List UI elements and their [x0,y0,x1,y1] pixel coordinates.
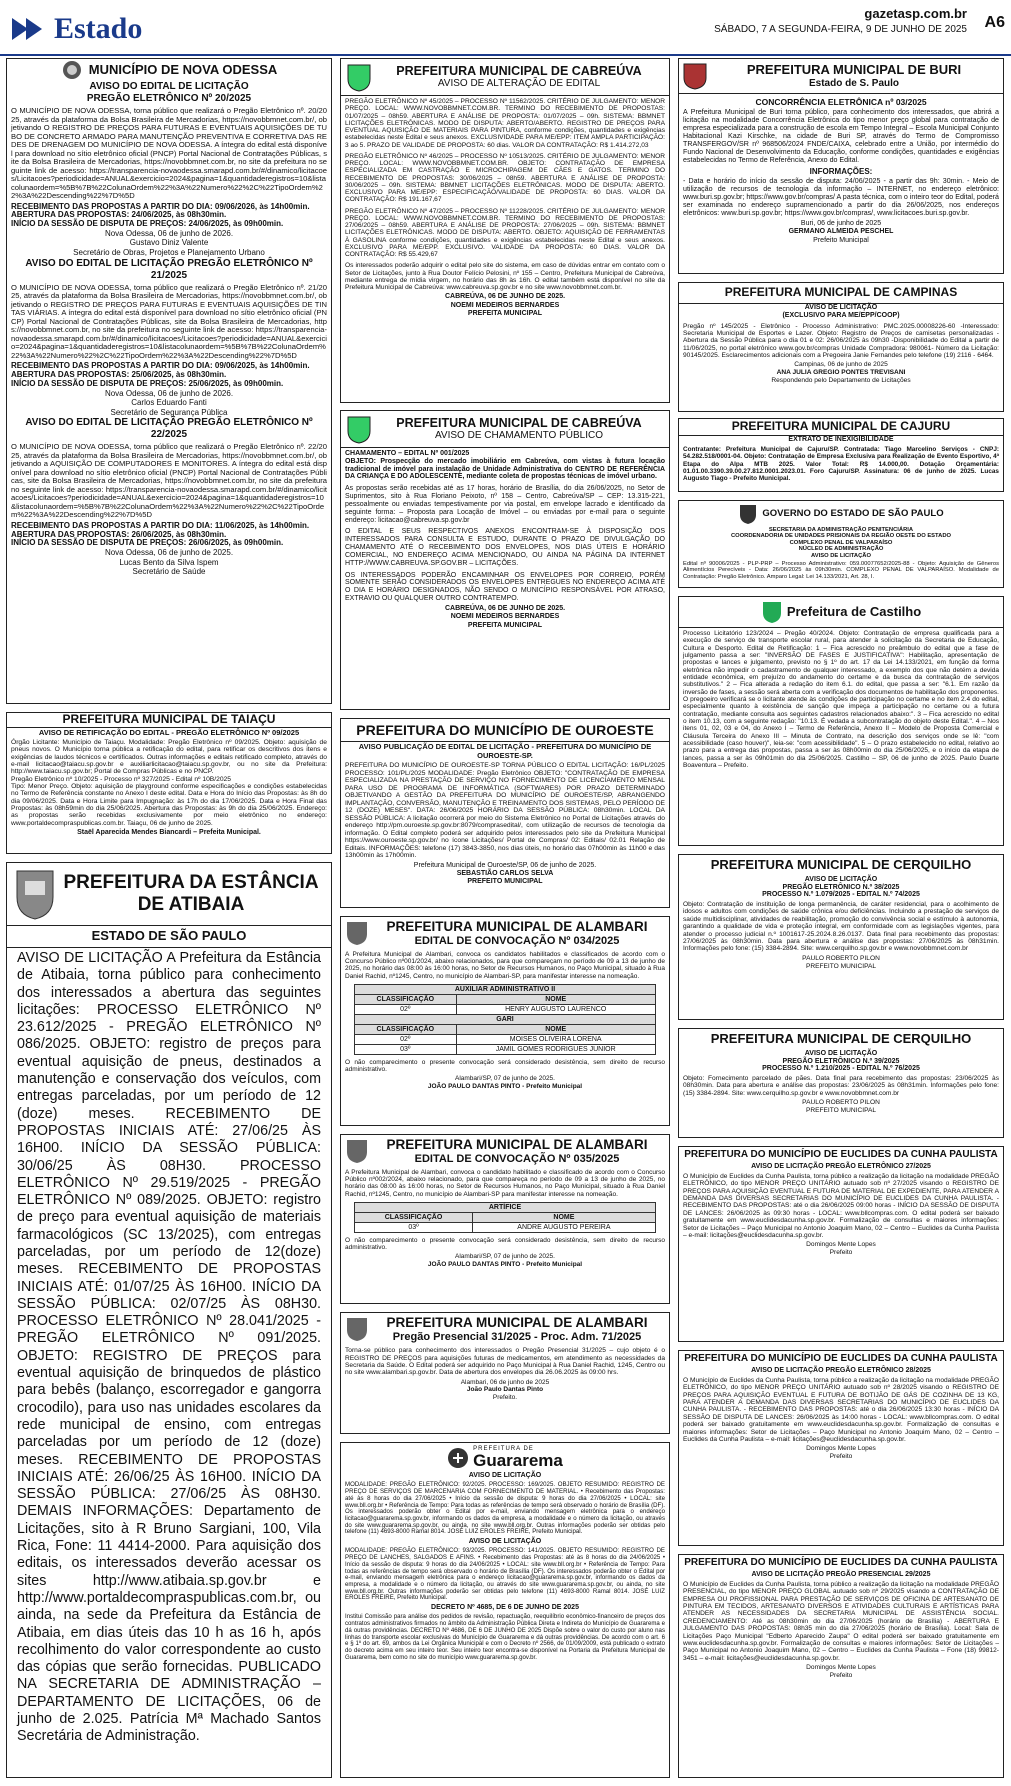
cerquilho-39-ad [678,1028,1004,1138]
alambari-col-class-2: CLASSIFICAÇÃO [355,1024,456,1034]
taiacu-ad [6,712,332,854]
city-crest-icon [682,62,708,90]
alambari2-table [354,1202,656,1233]
ouroeste-place: Prefeitura Municipal de Ouroeste/SP, 06 de junho de 2025. [413,861,597,869]
euclides-role: Prefeito [829,1249,853,1257]
alambari2-col-class: CLASSIFICAÇÃO [355,1212,473,1222]
city-crest-icon [345,1138,369,1164]
cell-class: 03º [355,1222,473,1232]
cell-class: 03º [355,1044,456,1054]
table-row [355,1004,656,1014]
section-brand [10,14,142,44]
city-crest-icon [345,920,369,946]
cerquilho2-role: PREFEITO MUNICIPAL [805,1107,877,1115]
nova-odessa-a1-prop: RECEBIMENTO DAS PROPOSTAS A PARTIR DO DIA: 09/06/2026, às 14h00min. [11,201,310,211]
castilho-header [679,597,1003,628]
section-title: Estado [54,12,143,45]
governo-lines: SECRETARIA DA ADMINISTRAÇÃO PENITENCIÁRIA COORDENADORIA DE UNIDADES PRISIONAIS DA REGIÃO OESTE DO ESTADO COMPLEXO PENAL DE VALPARAÍSO NÚCLEO DE ADMINISTRAÇÃO AVISO DE LICITAÇÃO [730,527,952,559]
alambari3-role: Prefeito. [492,1394,518,1402]
issue-date: SÁBADO, 7 A SEGUNDA-FEIRA, 9 DE JUNHO DE 2025 [714,24,967,35]
guararema-h1: AVISO DE LICITAÇÃO [468,1472,542,1479]
ouroeste-sign: SEBASTIÃO CARLOS SELVA [456,869,554,877]
nova-odessa-a2-role: Secretário de Segurança Pública [110,407,228,417]
ouroeste-role: PREFEITO MUNICIPAL [467,878,543,886]
atibaia-title: PREFEITURA DA ESTÂNCIA DE ATIBAIA [63,872,319,915]
cabreuva-place: CABREÚVA, 06 DE JUNHO DE 2025. [444,293,566,301]
governo-sp-ad [678,500,1004,588]
nova-odessa-title: MUNICÍPIO DE NOVA ODESSA [88,61,278,77]
guararema-logo-text: Guararema [473,1451,563,1470]
cabreuva2-place: CABREÚVA, 06 DE JUNHO DE 2025. [444,604,566,612]
cell-name: JAMIL GOMES RODRIGUES JUNIOR [456,1044,655,1054]
guararema-h3: DECRETO Nº 4685, DE 6 DE JUNHO DE 2025 [431,1604,579,1612]
campinas-place: Campinas, 06 de junho de 2025 [794,361,888,369]
euclides-body: O Município de Euclides da Cunha Paulista, torna público a realização da licitação na modalidade PREGÃO ELETRÔNICO, do tipo MENOR PREÇO UNITÁRIO autuado sob nº 27/2025 visando o REGISTRO DE PREÇOS PARA AQUISIÇÃO EVENTUAL E FUTURA DE MATERIAL DE EXPEDIENTE, PARA ATENDER A DEMANDA DAS DIVERSAS SECRETARIAS DO MUNICÍPIO DE EUCLIDES DA CUNHA PAULISTA. - RECEBIMENTO DAS PROPOSTAS: até o dia 26/06/2025 09:00 horas - INÍCIO DA SESSÃO DE DISPUTA DE LANCES: 26/06/2025 às 09:30 horas - LOCAL: www.bllcompras.com. O edital poderá ser baixado gratuitamente em www.euclidesdacunha.sp.gov.br. Formalização de consultas e maiores informações: Setor de Licitações – Paço Municipal no Antonio Joaquim Mano, 02 – Centro – Euclides da Cunha Paulista – e-mail: licitações@euclidesdacunha.sp.gov.br. [683,1172,999,1239]
nova-odessa-a3-open: ABERTURA DAS PROPOSTAS: 26/06/2025, às 08h30min. [11,529,227,539]
alambari-subtitle: EDITAL DE CONVOCAÇÃO Nº 034/2025 [414,934,620,947]
buri-head: CONCORRÊNCIA ELETRÔNICA nº 03/2025 [755,97,927,107]
guararema-ad [340,1442,670,1778]
buri-title: PREFEITURA MUNICIPAL DE BURI [746,61,962,77]
alambari2-col-name: NOME [472,1212,655,1222]
nova-odessa-a3-place: Nova Odessa, 06 de junho de 2025. [104,548,234,558]
campinas-sign: ANA JULIA GREGIO PONTES TREVISANI [776,369,906,377]
alambari2-note: O não comparecimento o presente convocação será considerado desistência, sem direito de recurso administrativo. [345,1236,665,1251]
euclides3-role: Prefeito [829,1671,853,1679]
buri-info: - Data e horário do início da sessão de disputa: 24/06/2025 - a partir das 9h: 30min. - Meio de utilização de recursos de tecnologia da informação – INTERNET, no endereço eletrônico: www.buri.sp.gov.br; https://www.gov.br/compras/ A pasta técnica, com o inteiro teor do Edital, poderá ser examinada no endereço supramencionado a partir do dia 26/06/2025, nos endereços eletrônicos: www.buri.sp.gov.br; https://www.gov.br/compras/, www.licitacoes.buri.sp.gov.br. [683,177,999,218]
cell-name: HENRY AUGUSTO LAURENCO [456,1004,655,1014]
buri-place: Buri, 06 de junho de 2025 [800,220,882,228]
euclides-28-ad [678,1350,1004,1546]
euclides-29-ad [678,1554,1004,1778]
campinas-role: Respondendo pelo Departamento de Licitações [771,377,911,385]
nova-odessa-a2-open: ABERTURA DAS PROPOSTAS: 25/06/2025, às 08h30min. [11,369,227,379]
cabreuva2-subtitle: AVISO DE CHAMAMENTO PÚBLICO [435,430,603,442]
nova-odessa-a1-start: INÍCIO DA SESSÃO DE DISPUTA DE PREÇOS: 24/06/2025, às 09h00min. [11,219,284,229]
city-crest-icon [345,1316,369,1342]
buri-ad [678,58,1004,274]
guararema-b2: MODALIDADE: PREGÃO ELETRÔNICO: 93/2025. PROCESSO: 141/2025. OBJETO RESUMIDO: REGISTRO DE PREÇO DE LANCHES, SALGADOS E AFINS. • Recebimento das Propostas: até às 8 horas do dia 24/06/2025 • Início da sessão de disputa: 9 horas do dia 24/06/2025 • LOCAL: site www.bll.org.br • Referência de Tempo: Para todas as referências de tempo será observado o horário de Brasília (DF). Os interessados poderão obter o Edital por e-mail, enviando mensagem eletrônica para o endereço licitacao@guararema.sp.gov.br, informando os dados da empresa, a modalidade e o número da licitação, ou através do site www.guararema.sp.gov.br, ou ainda, no site www.bll.org.br. Outras informações poderão ser obtidas pelo telefone (11) 4693-8000 Ramal 8014. JOSÉ LUIZ EROLES FREIRE, Prefeito Municipal. [345,1547,665,1602]
alambari2-sign: JOÃO PAULO DANTAS PINTO - Prefeito Municipal [427,1261,583,1269]
euclides2-sign: Domingos Mente Lopes [806,1445,876,1453]
nova-odessa-a2-head: AVISO DO EDITAL DE LICITAÇÃO PREGÃO ELETRÔNICO Nº 21/2025 [25,257,313,281]
taiacu-sign: Staël Aparecida Mendes Biancardi – Prefeita Municipal. [77,829,261,837]
buri-body: A Prefeitura Municipal de Buri torna público, para conhecimento dos interessados, que abrirá a licitação na modalidade Concorrência Eletrônica do tipo menor preço global para contratação de empresa especializada para a construção de escola em Tempo Integral – Escola Municipal Conjunto Habitacional Kazi Kirschke, na cidade de Buri SP, através do Termo de Compromisso TRANSFERGOV/SR nº 968506/2024 FNDE/CAIXA, celebrado entre a União, por intermédio do Fundo Nacional de Desenvolvimento da Educação, conforme condições, quantidades e exigências estabelecidas no Termo de Referência, Anexo do Edital. [683,108,999,164]
cabreuva-alteracao-ad [340,58,670,403]
alambari-title: PREFEITURA MUNICIPAL DE ALAMBARI [386,919,648,934]
cerquilho2-title: PREFEITURA MUNICIPAL DE CERQUILHO [710,1031,972,1046]
cabreuva2-title: PREFEITURA MUNICIPAL DE CABREÚVA [396,416,642,431]
page-number: A6 [984,14,1005,31]
cell-class: 02º [355,1004,456,1014]
alambari2-table-title: ARTÍFICE [355,1202,656,1212]
alambari-table [354,984,656,1055]
alambari-header [341,917,669,949]
guararema-logo-icon [447,1447,469,1469]
campinas-head: AVISO DE LICITAÇÃO (EXCLUSIVO PARA ME/EPP/COOP) [782,303,900,320]
cerquilho-sign: PAULO ROBERTO PILON [802,954,880,962]
nova-odessa-a3-start: INÍCIO DA SESSÃO DE DISPUTA DE PREÇOS: 26/06/2025, às 09h00min. [11,538,284,548]
taiacu-title: PREFEITURA MUNICIPAL DE TAIAÇU [7,713,331,728]
castilho-title: Prefeitura de Castilho [786,603,922,619]
cajuru-title: PREFEITURA MUNICIPAL DE CAJURU [679,419,1003,436]
table-row [355,1044,656,1054]
alambari-table2-title: GARI [355,1014,656,1024]
nova-odessa-a2-body: O MUNICÍPIO DE NOVA ODESSA, torna público que realizará o Pregão Eletrônico nº. 21/2025, através da plataforma da Bolsa Brasileira de Mercadorias, https://novobbmnet.com.br/, objetivando o REGISTRO DE PREÇOS PARA FUTURAS E EVENTUAIS AQUISIÇÕES DE TINTAS VIÁRIAS. A íntegra do edital está disponível para download no sítio eletrônico oficial (PNCP) Portal Nacional de Contratações Públicas, site da Bolsa Brasileira de Mercadorias, https://novobbmnet.com.br, no site da prefeitura no seguinte link de acesso: https://transparencia-novaodessa.smarapd.com.br/#/dinamico/licitacoes/Licitacoes?periodicidade=ANUAL&exercicio=2024&pagina=1&quantidaderegistros=10&listacolunaordem=%5B%7B%22ColunaOrdem%22%3A%22Numero%22%2C%22TipoOrdem%22%3A%22Descending%22%7D%5D [11,282,327,360]
governo-header [679,501,1003,527]
alambari-col-name-2: NOME [456,1024,655,1034]
taiacu-body: Órgão Licitante: Município de Taiaçu. Modalidade: Pregão Eletrônico nº 09/2025. Objeto: aquisição de pneus novos. O Município torna pública a retificação do edital, para retificar os descritivos dos itens e exigências de laudos técnicos e certificados. Outras informações e editais retificado completo, através do e-mail licitacao@taiacu.sp.gov.br e auxiliarlicitacao@taiacu.sp.gov.br, ou no site da Prefeitura: http://www.taiacu.sp.gov.br; Portal de Compras Públicas e no PNCP. Pregão Eletrônico nº 10/2025 - Processo nº 327/2025 - Edital nº 10B/2025 Tipo: Menor Preço. Objeto: aquisição de playground conforme especificações e condições estabelecidas no Termo de Referência constante no Anexo I deste edital. Data e Hora do Início das Propostas: às 8h do dia 09/06/2025. Data e Hora Limite para Impugnação: às 17h do dia 17/06/2025. Data e Hora Final das Propostas: às 08h59min do dia 25/06/2025. Abertura das Propostas: às 9h do dia 25/06/2025. Endereço: as propostas serão recebidas exclusivamente por meio eletrônico no endereço: www.portaldecompraspublicas.com.br. Taiaçu, 06 de junho de 2025. [11,738,327,827]
alambari-col-name: NOME [456,994,655,1004]
atibaia-subtitle: ESTADO DE SÃO PAULO [7,925,331,948]
guararema-b3: Institui Comissão para análise dos pedidos de revisão, repactuação, reequilíbrio econômico-financeiro de preços dos contratos administrativos firmados no âmbito da Administração Pública Direta e Indireta do Município de Guararema e dá outras providências. DECRETO Nº 4686, DE 6 DE JUNHO DE 2025 Dispõe sobre o valor do custo por aluno nas linhas do transporte escolar exclusivas do Município de Guararema e dá outras providências. De acordo com o art. 6 e § 1º do art. 69, ambos da Lei Orgânica Municipal e com o Decreto nº 2566, de 01/09/2009, está publicado o extrato do decreto acima em seu inteiro teor. Seu inteiro teor encontra-se disponível na Portaria da Prefeitura Municipal de Guararema, bem como no site do município www.guararema.sp.gov.br. [345,1613,665,1661]
euclides2-body: O Município de Euclides da Cunha Paulista, torna público a realização da licitação na modalidade PREGÃO ELETRÔNICO, do tipo MENOR PREÇO UNITÁRIO autuado sob nº 28/2025 visando o REGISTRO DE PREÇOS PARA AQUISIÇÃO EVENTUAL E FUTURA DE BOTIJÃO DE GÁS DE COZINHA DE 13 KG, PARA ATENDER A DEMANDA DAS DIVERSAS SECRETARIAS DO MUNICÍPIO DE EUCLIDES DA CUNHA PAULISTA. - RECEBIMENTO DAS PROPOSTAS: até o dia 26/06/2025 13:30 horas - INÍCIO DA SESSÃO DE DISPUTA DE LANCES: 26/06/2025 às 14:00 horas - LOCAL: www.bllcompras.com. O edital poderá ser baixado gratuitamente em www.euclidesdacunha.sp.gov.br. Formalização de consultas e maiores informações: Setor de Licitações – Paço Municipal no Antonio Joaquim Mano, 02 – Centro – Euclides da Cunha Paulista – e-mail: licitações@euclidesdacunha.sp.gov.br. [683,1376,999,1443]
ouroeste-head: AVISO PUBLICAÇÃO DE EDITAL DE LICITAÇÃO - PREFEITURA DO MUNICÍPIO DE OUROESTE-SP. [358,742,652,761]
cell-name: MOISES OLIVEIRA LORENA [456,1034,655,1044]
guararema-logo-top: PREFEITURA DE [473,1446,534,1452]
cabreuva-header [341,59,669,96]
buri-sign: GERMANO ALMEIDA PESCHEL [788,228,894,236]
cajuru-ad [678,418,1004,492]
city-crest-icon [761,600,783,624]
euclides-27-ad [678,1146,1004,1342]
euclides2-title: PREFEITURA DO MUNICÍPIO DE EUCLIDES DA CUNHA PAULISTA [684,1353,998,1364]
alambari2-subtitle: EDITAL DE CONVOCAÇÃO Nº 035/2025 [414,1152,620,1165]
campinas-title: PREFEITURA MUNICIPAL DE CAMPINAS [679,283,1003,304]
alambari-table-title: AUXILIAR ADMINISTRATIVO II [355,984,656,994]
cabreuva-subtitle: AVISO DE ALTERAÇÃO DE EDITAL [437,78,601,90]
cerquilho-38-ad [678,854,1004,1020]
euclides3-head: AVISO DE LICITAÇÃO PREGÃO PRESENCIAL 29/2025 [751,1570,931,1578]
state-crest-icon [738,503,758,525]
cabreuva-chamamento-ad [340,410,670,710]
alambari2-body: A Prefeitura Municipal de Alambari, convoca o candidato habilitado e classificado de acordo com o Concurso Público nº002/2024, abaixo relacionado, para que compareça no período de 09 a 13 de junho de 2025, no horário das 08:00 às 16:00 horas, no Setor de Recursos Humanos, no Paço Municipal, situado à Rua Daniel Rachid, nº1245, Centro, no município de Alambari-SP para manifestar interesse na nomeação. [345,1169,665,1198]
euclides3-title: PREFEITURA DO MUNICÍPIO DE EUCLIDES DA CUNHA PAULISTA [684,1557,998,1568]
alambari3-body: Torna-se público para conhecimento dos interessados o Pregão Presencial 31/2025 – cujo objeto é o REGISTRO DE PREÇOS para aquisições futuras de medicamentos, em atendimento as necessidades da Secretaria da Saúde. O Edital poderá ser adquirido no Paço Municipal à Rua Daniel Rachid, 1245, Centro ou no site www.alambari.sp.gov.br. Data de abertura dos envelopes dia 26.06.2025 às 09:00 hrs. [345,1347,665,1377]
cabreuva-p3: PREGÃO ELETRÔNICO Nº 47/2025 – PROCESSO Nº 11228/2025. CRITÉRIO DE JULGAMENTO: MENOR PREÇO. LOCAL: WWW.NOVOBBMNET.COM.BR. TERMINO DO RECEBIMENTO DE PROPOSTAS: 27/06/2025 – 08h59. ABERTURA E ANÁLISE DE PROPOSTA: 27/06/2025 – 09h. SISTEMA: BBMNET LICITAÇÕES ELETRÔNICAS. MODO DE DISPUTA: ABERTO. OBJETO: AQUISIÇÃO DE FERRAMENTAS À GASOLINA conforme condições, quantidades e exigências estabelecidas neste Edital e seus anexos. EXCLUSIVO PARA ME/EPP. EXCLUSIVO. VALIDADE DA PROPOSTA: 60 DIAS. VALOR DA CONTRATAÇÃO: R$ 55.429,67 [345,207,665,258]
nova-odessa-a1-role: Secretário de Obras, Projetos e Planejamento Urbano [73,248,265,258]
cajuru-body: Contratante: Prefeitura Municipal de Cajuru/SP. Contratada: Tiago Marcelino Serviços - CNPJ: 54.282.518/0001-04. Objeto: Contratação de Empresa Exclusiva para Realização de Evento Esportivo, 4ª Etapa do Alpa MTB 2025. Valor Total: R$ 14.000,00. Dotação Orçamentária: 01.01.00.3390.39.00.27.812.0001.2023.01. Foro Cajuru/SP. Assinatura: 06 de junho de 2025. Lucas Augusto Tiago - Prefeito Municipal. [683,446,999,482]
nova-odessa-a1-open: ABERTURA DAS PROPOSTAS: 24/06/2025, às 08h30min. [11,210,227,220]
nova-odessa-a2-start: INÍCIO DA SESSÃO DE DISPUTA DE PREÇOS: 25/06/2025, às 09h00min. [11,378,284,388]
table-row [355,1034,656,1044]
cerquilho2-body: Objeto: Fornecimento parcelado de pães. Data final para recebimento das propostas: 23/06/2025 às 08h30min. Data para abertura e análise das propostas: 23/06/2025 às 08h31min. Informações pelo fone: (15) 3384-2894. Site: www.cerquilho.sp.gov.br e www.novobbmnet.com.br [683,1075,999,1097]
ouroeste-title: PREFEITURA DO MUNICÍPIO DE OUROESTE [341,719,669,742]
euclides-head: AVISO DE LICITAÇÃO PREGÃO ELETRÔNICO 27/2025 [751,1162,931,1170]
ouroeste-ad [340,718,670,908]
nova-odessa-a1-place: Nova Odessa, 06 de junho de 2026. [104,228,234,238]
alambari-col-class: CLASSIFICAÇÃO [355,994,456,1004]
cabreuva-p2: PREGÃO ELETRÔNICO Nº 46/2025 – PROCESSO Nº 10513/2025. CRITÉRIO DE JULGAMENTO: MENOR PREÇO. LOCAL: WWW.NOVOBBMNET.COM.BR. OBJETO: CONTRATAÇÃO DE EMPRESA ESPECIALIZADA EM CASTRAÇÃO E MICROCHIPAGEM DE CÃES E GATOS. TERMINO DO RECEBIMENTO DE PROPOSTAS: 30/06/2025 – 08h59. ABERTURA E ANÁLISE DE PROPOSTA: 30/06/2025 – 09h. SISTEMA: BBMNET LICITAÇÕES ELETRÔNICAS. MODO DE DISPUTA: ABERTO. EXCLUSIVO PARA ME/EPP: ESPECIFICAÇÃO/VALIDADE DE PROPOSTA: 60 DIAS. VALOR DA CONTRATAÇÃO: R$ 191.167,67 [345,152,665,204]
buri-info-head: INFORMAÇÕES: [809,166,873,176]
cabreuva2-p2: As propostas serão recebidas até as 17 horas, horário de Brasília, do dia 26/06/2025, no Setor de Suprimentos, sito à Rua Floriano Peixoto, nº 158 – Centro, Cabreúva/SP – CEP: 13.315-221, pessoalmente ou enviadas tempestivamente por via postal, em envelope lacrado e identificado da seguinte forma: – Proposta para Locação de Imóvel – ou enviadas por e-mail para o seguinte endereço: licitacao@cabreuva.sp.gov.br [345,485,665,524]
cerquilho-head: AVISO DE LICITAÇÃO PREGÃO ELETRÔNICO N.º 38/2025 PROCESSO N.º 1.079/2025 - EDITAL N.º 74/2025 [762,875,920,899]
table-row [355,1222,656,1232]
nova-odessa-a1-head: AVISO DO EDITAL DE LICITAÇÃO PREGÃO ELETRÔNICO Nº 20/2025 [86,81,252,104]
alambari3-sign: João Paulo Dantas Pinto [466,1386,544,1394]
city-crest-icon [345,62,373,92]
taiacu-head: AVISO DE RETIFICAÇÃO DO EDITAL - PREGÃO ELETRÔNICO Nº 09/2025 [38,727,300,737]
alambari3-subtitle: Pregão Presencial 31/2025 - Proc. Adm. 71/2025 [392,1330,642,1343]
alambari2-title: PREFEITURA MUNICIPAL DE ALAMBARI [386,1137,648,1152]
campinas-ad [678,282,1004,412]
arrow-icon [10,14,50,44]
atibaia-ad [6,862,332,1778]
governo-body: Edital nº 90006/2025 - PLP-PRP – Processo Administrativo: 059.00077652/2025-88 - Objeto: Aquisição de Gêneros Alimentícios Perecíveis - Data: 26/06/2025 às 09h30min. COMPLEXO PENAL DE VALPARAÍSO. Modalidade de Contratação: Pregão Eletrônico. Amparo Legal: Lei 14.133/2021, Art. 28, I. [683,560,999,580]
governo-title: GOVERNO DO ESTADO DE SÃO PAULO [762,507,944,519]
city-crest-icon [345,414,373,444]
cerquilho2-sign: PAULO ROBERTO PILON [802,1099,880,1107]
page-header [0,0,1011,56]
cerquilho-title: PREFEITURA MUNICIPAL DE CERQUILHO [710,857,972,872]
nova-odessa-a3-role: Secretário de Saúde [132,567,206,577]
cabreuva-p4: Os interessados poderão adquirir o edital pelo site do sistema, em caso de dúvidas entrar em contato com o Setor de Licitações, junto à Rua Doutor Felício Pelosini, nº 155 – Centro, Prefeitura Municipal de Cabreúva, mediante entrega de mídia virgem, no horário das 8h às 16h. O edital também está disponível no site da Prefeitura Municipal de Cabreúva: www.cabreuva.sp.gov.br e no site www.novobbmnet.com.br. [345,262,665,291]
euclides2-role: Prefeito [829,1453,853,1461]
cell-name: ANDRE AUGUSTO PEREIRA [472,1222,655,1232]
atibaia-body: AVISO DE LICITAÇÃO A Prefeitura da Estância de Atibaia, torna público para conhecimento dos interessados a abertura das seguintes licitações: PROCESSO ELETRÔNICO Nº 23.612/2025 - PREGÃO ELETRÔNICO Nº 086/2025. OBJETO: registro de preços para eventual aquisição de pneus, destinados a manutenção e conservação dos veículos, com entregas parceladas, por um período de 12 (doze) meses. RECEBIMENTO DE PROPOSTAS INICIAIS ATÉ: 27/06/25 ÀS 16H00. INÍCIO DA SESSÃO PÚBLICA: 30/06/25 ÀS 08H30. PROCESSO ELETRÔNICO Nº 29.519/2025 - PREGÃO ELETRÔNICO Nº 089/2025. OBJETO: registro de preço para eventual aquisição de materiais farmacológicos (SC 13/2025), com entregas parceladas, por um período de 12(doze) meses. RECEBIMENTO DE PROPOSTAS INICIAIS ATÉ: 01/07/25 ÀS 16H00. INÍCIO DA SESSÃO PÚBLICA: 02/07/25 ÀS 08H30. PROCESSO ELETRÔNICO Nº 28.041/2025 - PREGÃO ELETRÔNICO Nº 091/2025. OBJETO: REGISTRO DE PREÇOS para eventual aquisição de brinquedos de plástico para bebês (balanço, escorregador e gangorra crocodilo), para uso nas unidades escolares da rede municipal de ensino, com entregas parceladas por um período de 12 (doze) meses. RECEBIMENTO DE PROPOSTAS INICIAIS ATÉ: 26/06/25 ÀS 16H00. INÍCIO DA SESSÃO PÚBLICA: 27/06/25 ÀS 08H30. DEMAIS INFORMAÇÕES: Departamento de Licitações, sito à R Bruno Sargiani, 100, Vila Rica, Fone: 11 4414-2000. Para aquisição dos editais, os interessados deverão acessar os sites http://www.atibaia.sp.gov.br e http://www.portaldecompraspublicas.com.br, ou ainda, na sede da Prefeitura da Estância de Atibaia, em dias úteis das 10 h as 16 h, após recolhimento do valor correspondente ao custo das cópias que serão fornecidas. PUBLICADO NA SECRETARIA DE ADMINISTRAÇÃO – DEPARTAMENTO DE LICITAÇÕES, 06 de junho de 2.025. Patrícia Mª Machado Santos Secretária de Administração. [17,949,321,1745]
city-crest-icon [61,60,83,80]
cabreuva2-role: PREFEITA MUNICIPAL [467,621,543,629]
alambari3-title: PREFEITURA MUNICIPAL DE ALAMBARI [386,1315,648,1330]
alambari-body: A Prefeitura Municipal de Alambari, convoca os candidatos habilitados e classificados de acordo com o Concurso Público nº001/2024, abaixo relacionados, para que compareçam no período de 09 a 13 de junho de 2025, no horário das 08:00 às 16:00 horas, no Setor de Recursos Humanos, no Paço Municipal, situado à Rua Daniel Rachid, nº1245, Centro, no município de Alambari-SP, para manifestar interesse na nomeação. [345,951,665,980]
nova-odessa-a3-body: O MUNICÍPIO DE NOVA ODESSA, torna público que realizará o Pregão Eletrônico nº. 22/2025, através da plataforma da Bolsa Brasileira de Mercadorias, https://novobbmnet.com.br/, objetivando a AQUISIÇÃO DE COMPUTADORES E MONITORES. A íntegra do edital está disponível para download no sítio eletrônico oficial (PNCP) Portal Nacional de Contratações Públicas, site da Bolsa Brasileira de Mercadorias, https://novobbmnet.com.br, no site da prefeitura no seguinte link de acesso: https://transparencia-novaodessa.smarapd.com.br/#/dinamico/licitacoes/Licitacoes?periodicidade=ANUAL&exercicio=2024&pagina=1&quantidaderegistros=10&listacolunaordem=%5B%7B%22ColunaOrdem%22%3A%22Numero%22%2C%22TipoOrdem%22%3A%22Descending%22%7D%5D [11,442,327,520]
nova-odessa-a2-sign: Carlos Eduardo Fanti [131,398,207,408]
guararema-b1: MODALIDADE: PREGÃO ELETRÔNICO: 92/2025. PROCESSO: 169/2025. OBJETO RESUMIDO: REGISTRO DE PREÇO DE SERVIÇOS DE MARCENARIA COM FORNECIMENTO DE MATERIAL. • Recebimento das Propostas: até às 8 horas do dia 27/06/2025 • Início da sessão de disputa: 9 horas do dia 27/06/2025 • LOCAL: site www.bll.org.br • Referência de Tempo: Para todas as referências de tempo será observado o horário de Brasília (DF). Os interessados poderão obter o Edital por e-mail, enviando mensagem eletrônica para o endereço licitacao@guararema.sp.gov.br, informando os dados da empresa, a modalidade e o número da licitação, ou através do site www.guararema.sp.gov.br, ou ainda, no site www.bll.org.br. Outras informações poderão ser obtidas pelo telefone (11) 4693-8000 Ramal 8014. JOSÉ LUIZ EROLES FREIRE, Prefeito Municipal. [345,1481,665,1536]
cabreuva-sign: NOEMI MEDEIROS BERNARDES [450,301,560,309]
euclides3-body: O Município de Euclides da Cunha Paulista, torna público a realização da licitação na modalidade PREGÃO PRESENCIAL, do tipo MENOR PREÇO GLOBAL autuado sob nº 29/2025 visando a CONTRATAÇÃO DE EMPRESA OU PROFISSIONAL PARA PRESTAÇÃO DE SERVIÇOS DE OFICINA DE ARTESANATO DE PINTURA EM TECIDOS, ARTESANATO DIVERSOS E ATIVIDADES CULTURAIS E ARTÍSTICAS PARA ATENDER AS NECESSIDADES DA SECRETARIA MUNICIPAL DE ASSISTÊNCIA SOCIAL. CREDENCIAMENTO: Até as 08h30min do dia 27/06/2025 (horário de Brasília) - ABERTURA E JULGAMENTO DAS PROPOSTAS: 08h35 min do dia 27/06/2025 (horário de Brasília). Local: Sala de Licitações Paço Municipal "Edberto Aparecido Zaupa" O edital poderá ser baixado gratuitamente em www.euclidesdacunha.sp.gov.br. Formalização de consultas e maiores informações: Setor de Licitações – Paço Municipal no Antonio Joaquim Mano, 02 – Centro – Euclides da Cunha Paulista – Fone (18) 99812-3451 – e-mail: licitações@euclidesdacunha.sp.gov.br. [683,1580,999,1662]
buri-header [679,59,1003,94]
buri-subtitle: Estado de S. Paulo [808,77,900,89]
euclides-title: PREFEITURA DO MUNICÍPIO DE EUCLIDES DA CUNHA PAULISTA [684,1149,998,1160]
atibaia-header [7,863,331,925]
cerquilho-body: Objeto: Contratação de instituição de longa permanência, de caráter residencial, para o acolhimento de idosos e adultos com condições de saúde crônica e/ou deficiências. Incluindo a prestação de serviços de saúde multidisciplinar, atividades de reabilitação, promoção do convivência social e estímulo à autonomia, garantindo a qualidade de vida e proteção integral, em conformidade com as legislações vigentes, para atender o processo judicial n.º 1001617-25.2024.8.26.0137. Data final para recebimento das propostas: 27/06/2025 às 08h30min. Data para abertura e análise das propostas: 27/06/2025 às 08h31min. Informações pelo fone: (15) 3384-2894. Site: www.cerquilho.sp.gov.br e www.novobbmnet.com.br [683,901,999,953]
alambari-sign: JOÃO PAULO DANTAS PINTO - Prefeito Municipal [427,1083,583,1091]
alambari-034-ad [340,916,670,1126]
cabreuva2-p4: OS INTERESSADOS PODERÃO ENCAMINHAR OS ENVELOPES POR CORREIO, PORÉM SOMENTE SERÃO CONSIDERADOS OS ENVELOPES ENTREGUES NO ENDEREÇO ACIMA ATÉ O DIA E HORÁRIO DESIGNADOS, NÃO SENDO O MUNICÍPIO RESPONSÁVEL POR ATRASO, EXTRAVIO OU QUALQUER OUTRO CONTRATEMPO. [345,571,665,603]
cabreuva2-header [341,411,669,448]
guararema-logo [341,1443,669,1472]
nova-odessa-header [7,59,331,81]
nova-odessa-a3-prop: RECEBIMENTO DAS PROPOSTAS A PARTIR DO DIA: 11/06/2025, às 14h00min. [11,520,310,530]
shield-icon [13,867,57,921]
euclides3-sign: Domingos Mente Lopes [806,1664,876,1672]
cabreuva2-p1: CHAMAMENTO – EDITAL Nº 001/2025 OBJETO: Prospecção do mercado imobiliário em Cabreúva, com vistas à futura locação tradicional de imóvel para instalação de Unidade Administrativa do CENTRO DE REFERÊNCIA DA CRIANÇA E DO ADOLESCENTE, mediante coleta de propostas técnicas de imóvel urbano. [345,450,665,481]
cabreuva2-p3: O EDITAL E SEUS RESPECTIVOS ANEXOS ENCONTRAM-SE À DISPOSIÇÃO DOS INTERESSADOS PARA CONSULTA E ESTUDO, DURANTE O PRAZO DE DIVULGAÇÃO DO CHAMAMENTO ATÉ O RECEBIMENTO DOS ENVELOPES, NOS DIAS ÚTEIS E HORÁRIO COMERCIAL, NO ENDEREÇO ACIMA MENCIONADO, OU AINDA NA PÁGINA DA INTERNET HTTP://WWW.CABREUVA.SP.GOV.BR – LICITAÇÕES. [345,528,665,567]
ouroeste-body: PREFEITURA DO MUNICÍPIO DE OUROESTE-SP TORNA PÚBLICO O EDITAL LICITAÇÃO: 16/PL/2025 PROCESSO: 101/PL/2025 MODALIDADE: Pregão Eletrônico OBJETO: "CONTRATAÇÃO DE EMPRESA ESPECIALIZADA NA PRESTAÇÃO DE SERVIÇO NO FORNECIMENTO DE LICENCIAMENTO MENSAL PARA USO DE PROGRAMA DE INFORMÁTICA (SOFTWARES) POR PRAZO DETERMINADO OBJETIVANDO A GESTÃO DA PREFEITURA DO MUNICÍPIO DE OUROESTE/SP, ABRANGENDO IMPLANTAÇÃO, CONVERSÃO, MANUTENÇÃO E TREINAMENTO DOS SISTEMAS, PELO PERÍODO DE 12 (DOZE) MESES". DATA: 26/06/2025 HORÁRIO DA SESSÃO PÚBLICA: 08h30min. LOCAL DA SESSÃO PÚBLICA: A licitação ocorrerá por meio do Sistema Eletrônico no Portal de Licitações através do endereço http://pm.ouroeste.sp.gov.br:8079/comprasedital/, com utilização de recursos de tecnologia da informação. O Edital completo poderá ser adquirido pelos interessados pelo site da Prefeitura Municipal https://www.ouroeste.sp.gov.br/ no ícone Licitações/ Portal de Compras/ 02: Editais/ 02.01 Relação de Editais. INFORMAÇÕES: telefone (17) 3843-3850, nos dias úteis, no horário das 07h00min às 11h00 e das 13h00min às 17h00min. [345,762,665,860]
cerquilho-role: PREFEITO MUNICIPAL [805,962,877,970]
euclides2-head: AVISO DE LICITAÇÃO PREGÃO ELETRÔNICO 28/2025 [751,1366,931,1374]
alambari-035-ad [340,1134,670,1304]
nova-odessa-ad [6,58,332,704]
castilho-body: Processo Licitatório 123/2024 – Pregão 40/2024. Objeto: Contratação de empresa qualificada para a execução de serviço de transporte escolar rural, para atender à solicitação da Secretaria de Educação, Cultura e Desporto. Edital de Retificação: 1 – Fica acrescido no preâmbulo do edital que a fase de julgamento passa a ser: "INVERSÃO DE FASES E JUSTIFICATIVA": Habilitação, apresentação de propostas e lances e julgamento, previsto no § 1º do art. 17 da Lei 14.133/2021, em função da forma eletrônica não impedir o cadastramento de qualquer interessado, a exemplo dos que não detém a devida entidade econômica, em prejuízo do andamento do certame e da busca da contratação de serviços substitutivos." 2 – Fica alterada a redação do item 6.1. do edital, que passa a ser: "6.1. Em razão da inversão de fases, a sessão será aberta com a verificação dos documentos de habilitação dos proponentes. O pregoeiro verificará se o licitante atende às condições de participação no certame e no item 2.4 do edital, especialmente quanto à existência de sanção que impeça a participação no certame ou a futura contratação, mediante consulta aos seguintes cadastros relacionados abaixo:". 3 – Fica acrescido no edital o item 10.13, com a seguinte redação: "10.13. É vedada a subcontratação do objeto deste Edital.". 4 – Nos itens 01, 02, 03 e 04, do Anexo I – Termo de Referência, Anexo II – Modelo de Proposta Comercial e Cláusula Terceira do Anexo III – Minuta de Contrato, na descrição dos serviços onde se lê: "com acessibilidade (caso houver)", leia-se: "com acessibilidade". 5 – O prazo estabelecido no edital, relativo ao prazo para a entrega das propostas, passa a ser às 08h00min do dia 25/06/2025, e o início da etapa de lances, passa a ser às 09h01min do dia 25/06/2025. Castilho – SP, 06 de junho de 2025. Paulo Duarte Boaventura – Prefeito. [683,630,999,769]
alambari-place: Alambari/SP, 07 de junho de 2025. [455,1075,555,1083]
site-url[interactable]: gazetasp.com.br [864,6,967,21]
nova-odessa-a3-head: AVISO DO EDITAL DE LICITAÇÃO PREGÃO ELETRÔNICO Nº 22/2025 [25,417,313,441]
cabreuva-p1: PREGÃO ELETRÔNICO Nº 45/2025 – PROCESSO Nº 11562/2025. CRITÉRIO DE JULGAMENTO: MENOR PREÇO. LOCAL: WWW.NOVOBBMNET.COM.BR. TERMINO DO RECEBIMENTO DE PROPOSTAS: 01/07/2025 – 08h59. ABERTURA E ANÁLISE DE PROPOSTA: 01/07/2025 – 09h. SISTEMA: BBMNET LICITAÇÕES ELETRÔNICAS. MODO DE DISPUTA: ABERTO/ABERTO. REGISTRO DE PREÇOS PARA EVENTUAL AQUISIÇÃO DE MATERIAIS PARA PINTURA, conforme condições, quantidades e exigências estabelecidas neste Edital e seus anexos. EXCLUSIVIDADE PARA ME/EPP: ITEM AMPLA PARTICIPAÇÃO: 3 ao 5. PRAZO DE VALIDADE DE PROPOSTA: 60 dias. VALOR DA CONTRATAÇÃO: R$ 1.414.272,03 [345,98,665,149]
campinas-body: Pregão nº 145/2025 - Eletrônico - Processo Administrativo: PMC.2025.00008226-60 -Interessado: Secretaria Municipal de Esportes e Lazer. Objeto: Registro de Preços de camisetas personalizadas -Abertura da Sessão Pública para o dia 01 e 02: 26/06/2025 às 09h30 -Disponibilidade do Edital a partir de 11/06/2025, no portal eletrônico www.gov.br/compras Unidade Compradora: 980061- Número da Licitação: 90145/2025. Esclarecimentos adicionais com a Pregoeira Janie Fernandes pelo telefone (19) 2116 - 6464. [683,322,999,360]
euclides-sign: Domingos Mente Lopes [806,1241,876,1249]
castilho-ad [678,596,1004,846]
alambari-pregao-ad [340,1312,670,1434]
guararema-h2: AVISO DE LICITAÇÃO [468,1538,542,1546]
nova-odessa-a2-prop: RECEBIMENTO DAS PROPOSTAS A PARTIR DO DIA: 09/06/2025, às 14h00min. [11,361,310,371]
cabreuva-role: PREFEITA MUNICIPAL [467,310,543,318]
nova-odessa-a1-body: O MUNICÍPIO DE NOVA ODESSA, torna público que realizará o Pregão Eletrônico nº. 20/2025, através da plataforma da Bolsa Brasileira de Mercadorias, https://novobbmnet.com.br/, objetivando O REGISTRO DE PREÇOS PARA FUTURAS E EVENTUAIS AQUISIÇÕES DE TUBO DE CONCRETO ARMADO PARA MANUTENÇÃO PREVENTIVA E CORRETIVA DAS REDES DE DRENAGEM DO MUNICÍPIO DE NOVA ODESSA. A íntegra do edital está disponível para download no sítio eletrônico oficial (PNCP) Portal Nacional de Contratações Públicas, site da Bolsa Brasileira de Mercadorias, https://novobbmnet.com.br, no site da prefeitura no seguinte link de acesso: https://transparencia-novaodessa.smarapd.com.br/#/dinamico/licitacoes/Licitacoes?periodicidade=ANUAL&exercicio=2024&pagina=1&quantidaderegistros=10&listacolunaordem=%5B%7B%22ColunaOrdem%22%3A%22Numero%22%2C%22TipoOrdem%22%3A%22Descending%22%7D%5D [11,106,327,200]
nova-odessa-a1-sign: Gustavo Diniz Valente [129,238,209,248]
cajuru-head: EXTRATO DE INEXIGIBILIDADE [788,435,894,443]
alambari-note: O não comparecimento o presente convocação será considerado desistência, sem direito de recurso administrativo. [345,1058,665,1073]
alambari2-header [341,1135,669,1167]
cell-class: 02º [355,1034,456,1044]
nova-odessa-a2-place: Nova Odessa, 06 de junho de 2026. [104,388,234,398]
buri-role: Prefeito Municipal [813,236,869,244]
cabreuva2-sign: NOEMI MEDEIROS BERNARDES [450,613,560,621]
nova-odessa-a3-sign: Lucas Bento da Silva Ispem [119,557,219,567]
alambari3-place: Alambari, 06 de junho de 2025 [460,1378,550,1386]
cerquilho2-head: AVISO DE LICITAÇÃO PREGÃO ELETRÔNICO N.º 39/2025 PROCESSO N.º 1.210/2025 - EDITAL N.º 76/2025 [762,1049,920,1073]
cabreuva-title: PREFEITURA MUNICIPAL DE CABREÚVA [396,64,642,79]
alambari2-place: Alambari/SP, 07 de junho de 2025. [455,1253,555,1261]
alambari3-header [341,1313,669,1345]
